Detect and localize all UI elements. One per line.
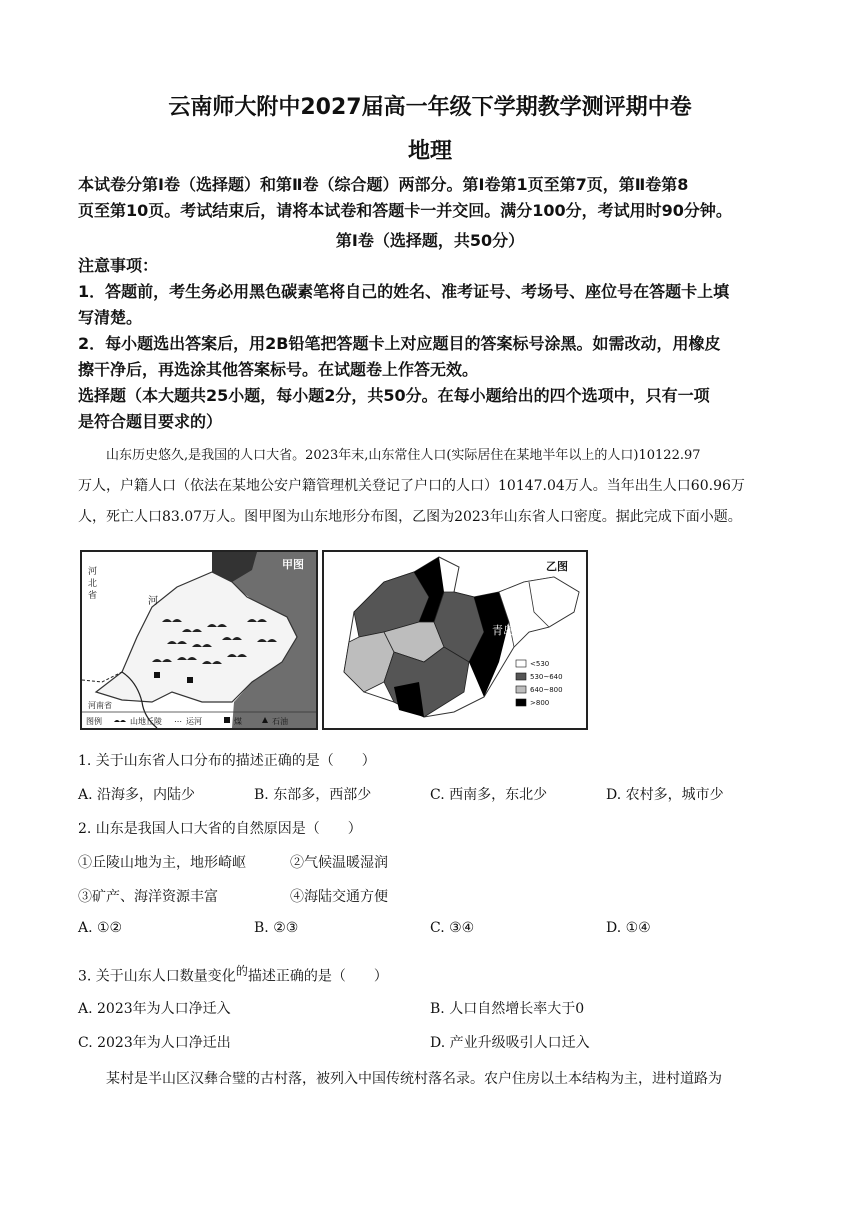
legend-oil: 石油 bbox=[272, 717, 288, 726]
question-1-stem: 1. 关于山东省人口分布的描述正确的是（ ） bbox=[78, 753, 376, 769]
legend-density-2: 530~640 bbox=[530, 673, 563, 681]
question-3-option-d: D. 产业升级吸引人口迁入 bbox=[430, 1035, 590, 1051]
passage-paragraph bbox=[78, 440, 790, 533]
question-2-item-4: ④海陆交通方便 bbox=[290, 889, 388, 905]
note-1-line-1: 1．答题前，考生务必用黑色碳素笔将自己的姓名、准考证号、考场号、座位号在答题卡上填 bbox=[78, 282, 730, 301]
city-qingdao-label: 青岛 bbox=[492, 624, 514, 637]
legend-canal: 运河 bbox=[186, 717, 202, 726]
next-passage-line-1: 某村是半山区汉彝合璧的古村落，被列入中国传统村落名录。农户住房以土本结构为主，进村道路为 bbox=[106, 1071, 722, 1087]
question-2-item-2: ②气候温暖湿润 bbox=[290, 855, 388, 871]
legend-density-4: >800 bbox=[530, 699, 550, 707]
question-1-option-a: A. 沿海多，内陆少 bbox=[78, 787, 196, 803]
notes-heading: 注意事项： bbox=[78, 256, 159, 275]
henan-label: 河南省 bbox=[88, 701, 112, 710]
question-2-option-b: B. ②③ bbox=[254, 920, 299, 936]
legend-title: 图例 bbox=[86, 717, 102, 726]
choice-instructions-line-1: 选择题（本大题共25小题，每小题2分，共50分。在每小题给出的四个选项中，只有一项 bbox=[78, 386, 710, 405]
legend-density-3: 640~800 bbox=[530, 686, 563, 694]
hebei-label-1: 河 bbox=[88, 567, 98, 577]
question-3-stem-part-a: 3. 关于山东人口数量变化 bbox=[78, 968, 236, 985]
question-3-stem bbox=[78, 962, 388, 986]
subject-title: 地理 bbox=[407, 139, 452, 164]
map-jia-label: 甲图 bbox=[282, 558, 304, 571]
question-2-stem: 2. 山东是我国人口大省的自然原因是（ ） bbox=[78, 821, 362, 837]
question-3-option-c: C. 2023年为人口净迁出 bbox=[78, 1035, 231, 1051]
question-1-option-d: D. 农村多，城市少 bbox=[606, 787, 724, 803]
question-2-option-a: A. ①② bbox=[78, 920, 123, 936]
note-1-line-2: 写清楚。 bbox=[78, 308, 143, 327]
intro-line-2: 页至第10页。考试结束后，请将本试卷和答题卡一并交回。满分100分，考试用时90分钟。 bbox=[78, 201, 732, 220]
map-yi-population-density bbox=[322, 550, 588, 730]
intro-line-1: 本试卷分第Ⅰ卷（选择题）和第Ⅱ卷（综合题）两部分。第Ⅰ卷第1页至第7页，第Ⅱ卷第8 bbox=[78, 175, 689, 194]
passage-line-1: 山东历史悠久,是我国的人口大省。2023年末,山东常住人口(实际居住在某地半年以上的人口)10122.97 bbox=[106, 448, 701, 463]
question-3-option-a: A. 2023年为人口净迁入 bbox=[78, 1001, 231, 1017]
exam-title: 云南师大附中2027届高一年级下学期教学测评期中卷 bbox=[168, 95, 692, 120]
question-1-option-c: C. 西南多，东北少 bbox=[430, 787, 548, 803]
question-1-option-b: B. 东部多，西部少 bbox=[254, 787, 372, 803]
note-2-line-1: 2．每小题选出答案后，用2B铅笔把答题卡上对应题目的答案标号涂黑。如需改动，用橡皮 bbox=[78, 334, 721, 353]
map-yi-label: 乙图 bbox=[546, 560, 568, 573]
hebei-label-3: 省 bbox=[88, 591, 98, 601]
notes-block bbox=[78, 253, 790, 435]
question-2-item-3: ③矿产、海洋资源丰富 bbox=[78, 889, 218, 905]
river-label: 河 bbox=[148, 596, 158, 607]
legend-hills: 山地丘陵 bbox=[130, 717, 162, 726]
question-3-option-b: B. 人口自然增长率大于0 bbox=[430, 1001, 585, 1017]
question-2-option-d: D. ①④ bbox=[606, 920, 651, 936]
map-jia-terrain bbox=[80, 550, 318, 730]
intro-paragraph bbox=[78, 172, 790, 224]
question-3-stem-part-b: 描述正确的是（ ） bbox=[247, 968, 388, 985]
question-3-stem-sup: 的 bbox=[235, 964, 248, 978]
note-2-line-2: 擦干净后，再选涂其他答案标号。在试题卷上作答无效。 bbox=[78, 360, 479, 379]
choice-instructions-line-2: 是符合题目要求的） bbox=[78, 412, 223, 431]
hebei-label-2: 北 bbox=[88, 579, 98, 589]
passage-line-2: 万人，户籍人口（依法在某地公安户籍管理机关登记了户口的人口）10147.04万人。当年出生人口60.96万 bbox=[78, 478, 745, 494]
svg-text:⋯: ⋯ bbox=[174, 717, 182, 726]
legend-density-1: <530 bbox=[530, 660, 550, 668]
passage-line-3: 人，死亡人口83.07万人。图甲图为山东地形分布图，乙图为2023年山东省人口密度。据此完成下面小题。 bbox=[78, 509, 742, 525]
question-2-item-1: ①丘陵山地为主，地形崎岖 bbox=[78, 855, 246, 871]
section-heading: 第Ⅰ卷（选择题，共50分） bbox=[335, 231, 525, 250]
question-2-option-c: C. ③④ bbox=[430, 920, 475, 936]
legend-coal: 煤 bbox=[234, 717, 242, 726]
